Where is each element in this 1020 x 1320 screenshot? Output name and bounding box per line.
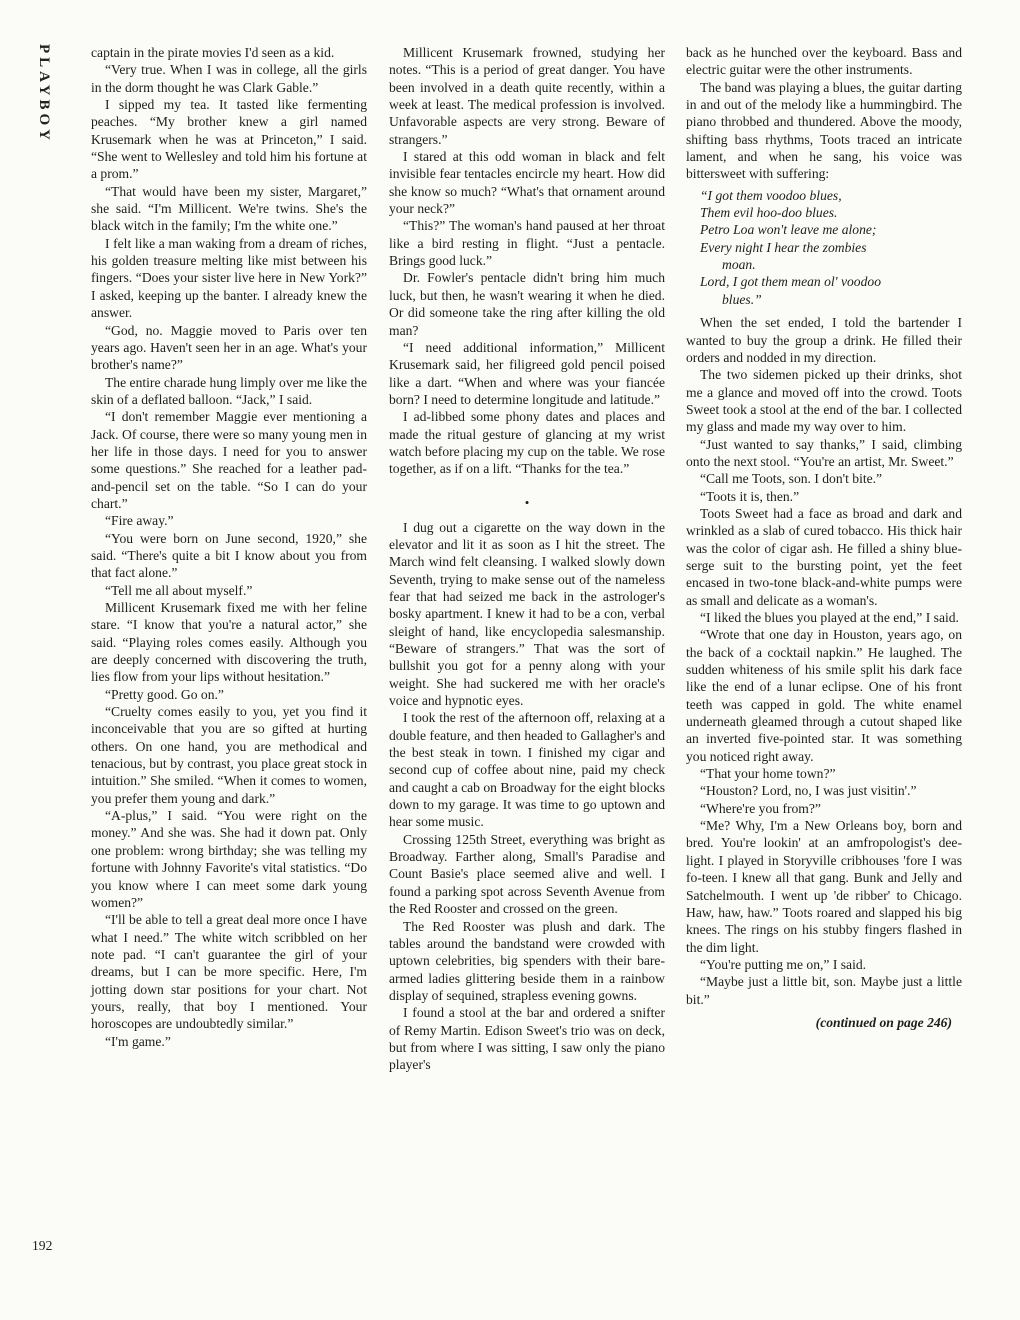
paragraph: “God, no. Maggie moved to Paris over ten years ago. Haven't seen her in an age. What's your brother's name?” xyxy=(91,322,367,373)
paragraph: “Tell me all about myself.” xyxy=(105,582,253,598)
page-number: 192 xyxy=(32,1238,53,1253)
paragraph: Crossing 125th Street, everything was bright as Broadway. Farther along, Small's Paradise and Count Basie's place seemed alive and well. I found a parking spot across Seventh Avenue from the Red Rooster and crossed on the green. xyxy=(389,831,665,917)
column-1 xyxy=(91,44,367,1050)
masthead xyxy=(26,44,56,194)
paragraph: “I'll be able to tell a great deal more once I have what I need.” The white witch scribbled on her note pad. “I can't guarantee the girl of your dreams, but I can be more specific. Here, I'm jotting down star positions for your chart. Not yours, really, that boy I mentioned. Your horoscopes are undoubtedly similar.” xyxy=(91,912,367,1032)
paragraph: I sipped my tea. It tasted like fermenting peaches. “My brother knew a girl named Krusemark when he was at Princeton,” I said. “She went to Wellesley and told him his fortune at a prom.” xyxy=(91,97,367,182)
lyric-line: Them evil hoo-doo blues. xyxy=(700,205,838,221)
paragraph: “Call me Toots, son. I don't bite.” xyxy=(700,471,883,487)
paragraph: The entire charade hung limply over me like the skin of a deflated balloon. “Jack,” I said. xyxy=(91,374,367,407)
lyric-line: moan. xyxy=(722,257,756,273)
paragraph: Millicent Krusemark frowned, studying her notes. “This is a period of great danger. You have been involved in a death quite recently, within a week at least. The medical profession is involved. Unfavorable aspects are very strong. Beware of strangers.” xyxy=(389,45,665,147)
paragraph: I ad-libbed some phony dates and places and made the ritual gesture of glancing at my wrist watch before placing my cup on the table. We rose together, as if on a lift. “Thanks for the tea.” xyxy=(389,409,665,477)
paragraph: “I need additional information,” Millicent Krusemark said, her filigreed gold pencil poised like a dart. “When and where was your fiancée born? I need to determine longitude and latitude.” xyxy=(389,339,665,407)
paragraph: “You're putting me on,” I said. xyxy=(700,956,867,972)
section-break: • xyxy=(524,494,530,510)
continued-note: (continued on page 246) xyxy=(815,1014,952,1030)
paragraph: “This?” The woman's hand paused at her throat like a bird resting in flight. “Just a pentacle. Brings good luck.” xyxy=(389,218,665,269)
paragraph: I stared at this odd woman in black and felt invisible fear tentacles encircle my heart. How did she know so much? “What's that ornament around your neck?” xyxy=(389,149,665,217)
paragraph: “You were born on June second, 1920,” she said. “There's quite a bit I know about you from that fact alone.” xyxy=(91,530,367,581)
paragraph: When the set ended, I told the bartender I wanted to buy the group a drink. He filled their orders and nodded in my direction. xyxy=(686,315,962,365)
paragraph: Millicent Krusemark fixed me with her feline stare. “I know that you're a natural actor,” she said. “Playing roles comes easily. Although you are deeply concerned with discovering the truth, lies flow from your lips without hesitation.” xyxy=(91,600,367,685)
paragraph: “Pretty good. Go on.” xyxy=(105,686,224,702)
paragraph: captain in the pirate movies I'd seen as a kid. xyxy=(91,45,335,60)
paragraph: “Me? Why, I'm a New Orleans boy, born and bred. You're lookin' at an amfropologist's dee-light. I played in Storyville cribhouses 'fore I was fo-teen. I knew all that gang. Bunk and Jelly and Satchelmouth. I went up 'de ribber' to Chicago. Haw, haw, haw.” Toots roared and slapped his big knees. The rings on his stubby fingers flashed in the dim light. xyxy=(686,818,962,955)
paragraph: “I liked the blues you played at the end,” I said. xyxy=(700,610,959,625)
paragraph: “Cruelty comes easily to you, yet you find it inconceivable that you are so gifted at hurting others. On one hand, you are methodical and tenacious, but by contrast, you place great stock in intuition.” She smiled. “When it comes to women, you prefer them young and dark.” xyxy=(91,704,367,806)
column-3 xyxy=(686,44,962,1031)
paragraph: I found a stool at the bar and ordered a snifter of Remy Martin. Edison Sweet's trio was on deck, but from where I was sitting, I saw only the piano player's xyxy=(389,1005,665,1073)
paragraph: back as he hunched over the keyboard. Bass and electric guitar were the other instruments. xyxy=(686,45,962,78)
paragraph: The two sidemen picked up their drinks, shot me a glance and moved off into the crowd. Toots Sweet took a stool at the end of the bar. I collected my glass and made my way over to him. xyxy=(686,367,962,435)
paragraph: “I don't remember Maggie ever mentioning a Jack. Of course, there were so many young men in her life in those days. I need for you to answer some questions.” She reached for a leather pad-and-pencil set on the table. “So I can do your chart.” xyxy=(91,409,367,511)
paragraph: “A-plus,” I said. “You were right on the money.” And she was. She had it down pat. Only one problem: wrong birthday; she was telling my fortune with Johnny Favorite's vital statistics. “Do you know where I can meet some dark young women?” xyxy=(91,808,367,910)
paragraph: “Toots it is, then.” xyxy=(700,488,800,504)
paragraph: “Where're you from?” xyxy=(700,800,821,816)
paragraph: Toots Sweet had a face as broad and dark and wrinkled as a slab of cured tobacco. His thick hair was the color of cigar ash. He filled a shiny blue-serge suit to the bursting point, yet the feet encased in two-tone black-and-white pumps were as small and delicate as a woman's. xyxy=(686,505,962,608)
lyric-line: Lord, I got them mean ol' voodoo xyxy=(700,274,881,290)
paragraph: Dr. Fowler's pentacle didn't bring him much luck, but then, he wasn't wearing it when he died. Or did someone take the ring after killing the old man? xyxy=(389,270,665,338)
paragraph: I took the rest of the afternoon off, relaxing at a double feature, and then headed to Gallagher's and the best steak in town. I finished my cigar and second cup of coffee about nine, paid my check and caught a cab on Broadway for the eight blocks down to my garage. It was time to go uptown and hear some music. xyxy=(389,710,665,830)
paragraph: The Red Rooster was plush and dark. The tables around the bandstand were crowded with uptown celebrities, big spenders with their bare-armed ladies glittering beside them in a rainbow display of sequined, strapless evening gowns. xyxy=(389,918,665,1003)
lyric-line: Petro Loa won't leave me alone; xyxy=(700,222,877,238)
lyric-line: “I got them voodoo blues, xyxy=(700,187,842,203)
paragraph: “I'm game.” xyxy=(105,1033,171,1049)
paragraph: “Fire away.” xyxy=(105,513,174,529)
paragraph: I felt like a man waking from a dream of riches, his golden treasure melting like mist between his fingers. “Does your sister live here in New York?” I asked, keeping up the banter. I already knew the answer. xyxy=(91,235,367,321)
paragraph: “Maybe just a little bit, son. Maybe just a little bit.” xyxy=(686,974,962,1007)
paragraph: “That would have been my sister, Margaret,” she said. “I'm Millicent. We're twins. She's the black witch in the family; I'm the white one.” xyxy=(91,183,367,234)
song-lyrics xyxy=(700,187,962,308)
paragraph: “Wrote that one day in Houston, years ago, on the back of a cocktail napkin.” He laughed. The sudden whiteness of his smile split his dark face like the end of a lunar eclipse. One of his front teeth was capped in gold. The white enamel underneath gleamed through a cutout shaped like an inverted five-pointed star. It was something you noticed right away. xyxy=(686,627,962,764)
paragraph: The band was playing a blues, the guitar darting in and out of the melody like a hummingbird. The piano throbbed and thundered. Above the moody, shifting bass rhythms, Toots traced an intricate lament, and when he sang, his voice was bittersweet with suffering: xyxy=(686,79,962,182)
column-2 xyxy=(389,44,665,1074)
paragraph: I dug out a cigarette on the way down in the elevator and lit it as soon as I hit the street. The March wind felt cleansing. I walked slowly down Seventh, trying to make sense out of the nameless fear that had seized me back in the astrologer's bosky apartment. I knew it had to be a con, verbal sleight of hand, like encyclopedia salesmanship. “Beware of strangers.” That was the sort of bullshit you got for a penny along with your weight. She had suckered me with her oracle's voice and hypnotic eyes. xyxy=(389,519,665,709)
lyric-line: blues.” xyxy=(722,291,762,307)
paragraph: “Very true. When I was in college, all the girls in the dorm thought he was Clark Gable.” xyxy=(91,62,367,95)
paragraph: “That your home town?” xyxy=(700,766,836,782)
paragraph: “Just wanted to say thanks,” I said, climbing onto the next stool. “You're an artist, Mr. Sweet.” xyxy=(686,436,962,469)
lyric-line: Every night I hear the zombies xyxy=(700,239,867,255)
paragraph: “Houston? Lord, no, I was just visitin'.” xyxy=(700,783,917,799)
masthead-text: PLAYBOY xyxy=(36,44,52,144)
